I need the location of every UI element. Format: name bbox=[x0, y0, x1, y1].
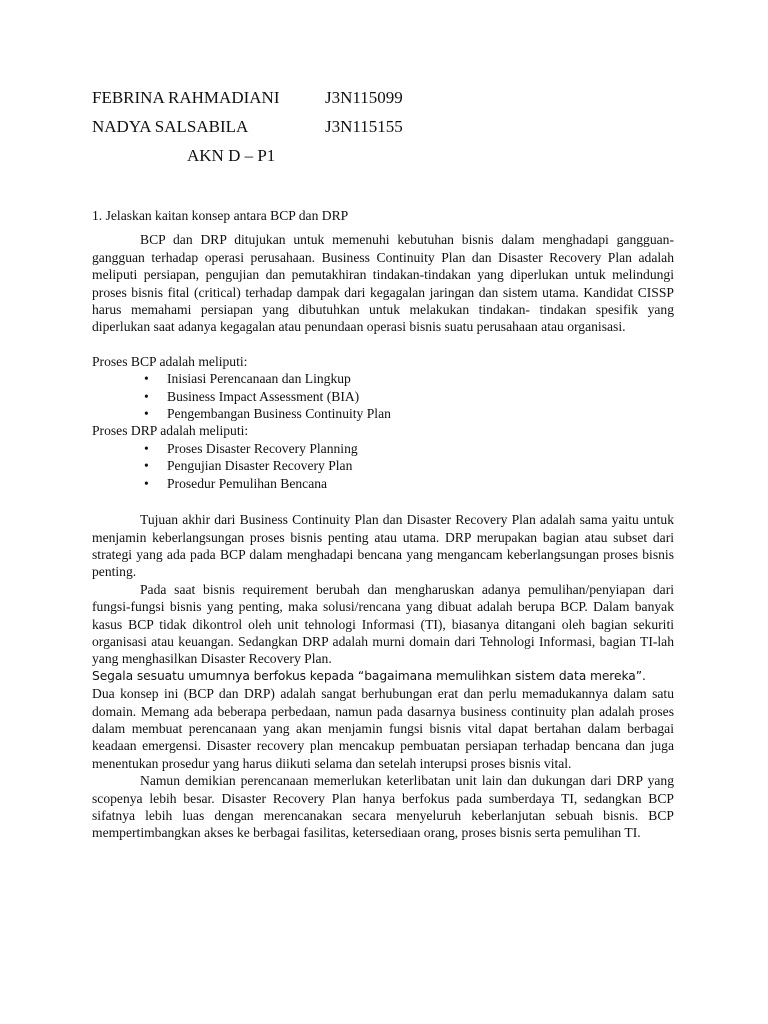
list-item: • Inisiasi Perencanaan dan Lingkup bbox=[144, 371, 351, 387]
author-name-2: NADYA SALSABILA bbox=[92, 117, 249, 136]
author-nim-2: J3N115155 bbox=[325, 117, 403, 136]
list-item: • Proses Disaster Recovery Planning bbox=[144, 440, 358, 456]
bullet-icon: • bbox=[144, 388, 149, 404]
question-heading: 1. Jelaskan kaitan konsep antara BCP dan DRP bbox=[92, 208, 349, 223]
bullet-icon: • bbox=[144, 475, 149, 491]
list-item: • Pengembangan Business Continuity Plan bbox=[144, 406, 391, 422]
bullet-icon: • bbox=[144, 458, 149, 474]
bullet-icon: • bbox=[144, 371, 149, 387]
list-item: • Prosedur Pemulihan Bencana bbox=[144, 475, 328, 491]
paragraph-goal: Tujuan akhir dari Business Continuity Plan dan Disaster Recovery Plan adalah sama yaitu untuk menjamin keberlangsungan proses bisnis penting atau utama. DRP merupakan bagian atau subset dari strategi yang ada pada BCP dalam menghadapi bencana yang mengancam keberlangsungan proses bisnis penting. bbox=[92, 512, 674, 580]
document-body bbox=[92, 207, 674, 842]
paragraph-intro: BCP dan DRP ditujukan untuk memenuhi kebutuhan bisnis dalam menghadapi gangguan- gangguan terhadap operasi perusahaan. Business Continuity Plan dan Disaster Recovery Plan adalah meliputi persiapan, pengujian dan pemutakhiran tindakan-tindakan yang diperlukan untuk melindungi proses bisnis fital (critical) terhadap dampak dari kegagalan jaringan dan sistem utama. Kandidat CISSP harus memahami persiapan yang dibutuhkan untuk melakukan tindakan- tindakan spesifik yang diperlukan saat adanya kegagalan atau penundaan operasi bisnis suatu perusahaan atau organisasi. bbox=[92, 232, 674, 335]
paragraph-scope: Namun demikian perencanaan memerlukan keterlibatan unit lain dan dukungan dari DRP yang scopenya lebih besar. Disaster Recovery Plan hanya berfokus pada sumberdaya TI, sedangkan BCP sifatnya lebih luas dengan merencanakan secara menyeluruh keberlanjutan sebuah bisnis. BCP mempertimbangkan akses ke berbagai fasilitas, ketersediaan orang, proses bisnis serta pemulihan TI. bbox=[92, 773, 674, 841]
drp-list bbox=[92, 440, 674, 492]
paragraph-two-concepts: Dua konsep ini (BCP dan DRP) adalah sangat berhubungan erat dan perlu memadukannya dalam satu domain. Memang ada beberapa perbedaan, namun pada dasarnya business continuity plan adalah proses dalam membuat perencanaan yang akan menjamin fungsi bisnis vital dapat bertahan dalam berbagai keadaan emergensi. Disaster recovery plan mencakup pembuatan persiapan terhadap bencana dan juga menentukan prosedur yang harus diikuti selama dan setelah interupsi proses bisnis vital. bbox=[92, 686, 674, 771]
author-name-1: FEBRINA RAHMADIANI bbox=[92, 88, 280, 107]
drp-lead: Proses DRP adalah meliputi: bbox=[92, 423, 249, 439]
paragraph-focus-line: Segala sesuatu umumnya berfokus kepada “bagaimana memulihkan sistem data mereka”. bbox=[92, 668, 646, 683]
list-item: • Business Impact Assessment (BIA) bbox=[144, 388, 360, 404]
bullet-icon: • bbox=[144, 406, 149, 422]
bcp-lead: Proses BCP adalah meliputi: bbox=[92, 353, 248, 369]
author-nim-1: J3N115099 bbox=[325, 88, 403, 107]
class-label: AKN D – P1 bbox=[187, 146, 276, 165]
bcp-list bbox=[92, 370, 674, 422]
bullet-icon: • bbox=[144, 440, 149, 456]
list-item: • Pengujian Disaster Recovery Plan bbox=[144, 458, 353, 474]
paragraph-requirement: Pada saat bisnis requirement berubah dan mengharuskan adanya pemulihan/penyiapan dari fungsi-fungsi bisnis yang penting, maka solusi/rencana yang dibuat adalah berupa BCP. Dalam banyak kasus BCP tidak dikontrol oleh unit tehnologi Informasi (TI), biasanya ditangani oleh bagian sekuriti organisasi atau keuangan. Sedangkan DRP adalah murni domain dari Tehnologi Informasi, bagian TI-lah yang menghasilkan Disaster Recovery Plan. bbox=[92, 581, 674, 667]
